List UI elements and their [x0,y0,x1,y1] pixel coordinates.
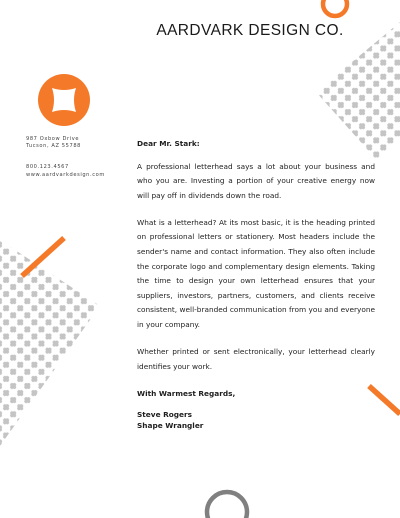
website: www.aardvarkdesign.com [26,171,105,178]
letter-body [137,137,375,431]
address-city: Tucson, AZ 55788 [26,143,81,150]
letter-closing: With Warmest Regards, [137,388,236,398]
address-street: 987 Oxbow Drive [26,136,80,142]
company-name: AARDVARK DESIGN CO. [156,22,344,39]
letter-paragraph-1: A professional letterhead says a lot about your business and who you are. Investing a portion of your creative energy now will pay off in dividends down the road. [137,161,375,200]
ring-top-orange [323,0,347,16]
signature-title: Shape Wrangler [137,420,204,430]
ring-bottom-gray [207,492,247,518]
signature-name: Steve Rogers [137,410,193,420]
concave-square-logo-icon [38,74,90,126]
letter-paragraph-2: What is a letterhead? At its most basic, it is the heading printed on professional letters or stationery. Most headers include the sender's name and contact information. They also often include the corporate logo and complementary design elements. Taking the time to design your own letterhead ensures that your suppliers, investors, partners, customers, and clients receive consistent, well-branded communication from you and everyone in your company. [137,217,375,330]
letter-greeting: Dear Mr. Stark: [137,139,200,148]
phone-number: 800.123.4567 [26,164,69,171]
letter-paragraph-3: Whether printed or sent electronically, your letterhead clearly identifies your work. [137,347,375,371]
contact-info [26,136,105,179]
